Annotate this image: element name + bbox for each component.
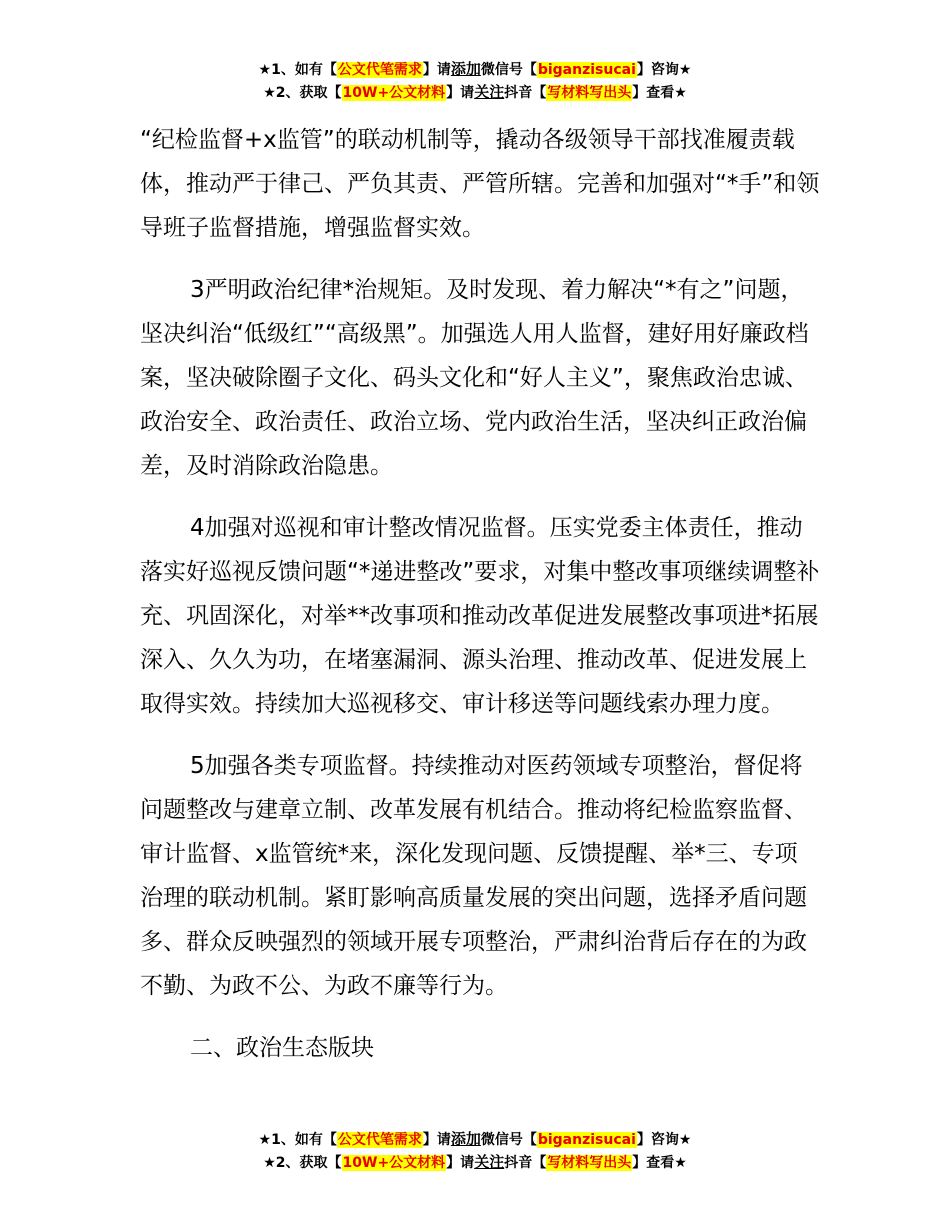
paragraph: 3严明政治纪律*治规矩。及时发现、着力解决“*有之”问题，坚决纠治“低级红”“高级黑”。加强选人用人监督，建好用好廉政档案，坚决破除圈子文化、码头文化和“好人主义”，聚焦政治忠诚、政治安全、政治责任、政治立场、党内政治生活，坚决纠正政治偏差，及时消除政治隐患。 [140,277,809,479]
paragraph: 4加强对巡视和审计整改情况监督。压实党委主体责任，推动落实好巡视反馈问题“*递进整改”要求，对集中整改事项继续调整补充、巩固深化，对举**改事项和推动改革促进发展整改事项进*拓展深入、久久为功，在堵塞漏洞、源头治理、推动改革、促进发展上取得实效。持续加大巡视移交、审计移送等问题线索办理力度。 [140,515,820,717]
banner-highlight-wechat: biganzisucai [537,1132,636,1148]
banner-highlight-douyin: 写材料写出头 [547,85,632,101]
banner-emphasis: 关注 [474,1153,505,1171]
banner-highlight-wechat: biganzisucai [537,62,636,78]
header-banner [0,58,950,104]
banner-text: 】查看★ [632,1155,687,1171]
banner-highlight: 10W+公文材料 [342,1155,446,1171]
banner-text: ★1、如有【 [258,1132,337,1148]
banner-text: ★2、获取【 [263,85,342,101]
banner-line-1 [0,58,950,81]
banner-highlight: 公文代笔需求 [337,1132,422,1148]
paragraph: “纪检监督+x监管”的联动机制等，撬动各级领导干部找准履责载体，推动严于律己、严负其责、严管所辖。完善和加强对“*手”和领导班子监督措施，增强监督实效。 [140,127,820,241]
banner-text: 】请 [422,62,451,78]
banner-emphasis: 关注 [474,83,505,101]
banner-text: 】咨询★ [636,1132,692,1148]
banner-text: 】请 [446,1155,475,1171]
banner-text: 】请 [446,85,475,101]
banner-highlight: 公文代笔需求 [337,62,422,78]
footer-banner [0,1128,950,1174]
banner-text: 】查看★ [632,85,687,101]
banner-highlight: 10W+公文材料 [342,85,446,101]
banner-text: 微信号【 [480,62,537,78]
banner-emphasis: 添加 [450,1130,481,1148]
banner-line-2 [0,1151,950,1174]
banner-highlight-douyin: 写材料写出头 [547,1155,632,1171]
banner-text: 微信号【 [480,1132,537,1148]
banner-emphasis: 添加 [450,60,481,78]
document-body [140,118,820,1070]
banner-text: 】咨询★ [636,62,692,78]
section-heading: 二、政治生态版块 [190,1035,374,1061]
banner-text: 】请 [422,1132,451,1148]
banner-line-2 [0,81,950,104]
banner-line-1 [0,1128,950,1151]
paragraph: 5加强各类专项监督。持续推动对医药领域专项整治，督促将问题整改与建章立制、改革发展有机结合。推动将纪检监察监督、审计监督、x监管统*来，深化发现问题、反馈提醒、举*三、专项治理的联动机制。紧盯影响高质量发展的突出问题，选择矛盾问题多、群众反映强烈的领域开展专项整治，严肃纠治背后存在的为政不勤、为政不公、为政不廉等行为。 [140,753,807,999]
banner-text: 抖音【 [504,85,547,101]
banner-text: ★1、如有【 [258,62,337,78]
banner-text: ★2、获取【 [263,1155,342,1171]
banner-text: 抖音【 [504,1155,547,1171]
